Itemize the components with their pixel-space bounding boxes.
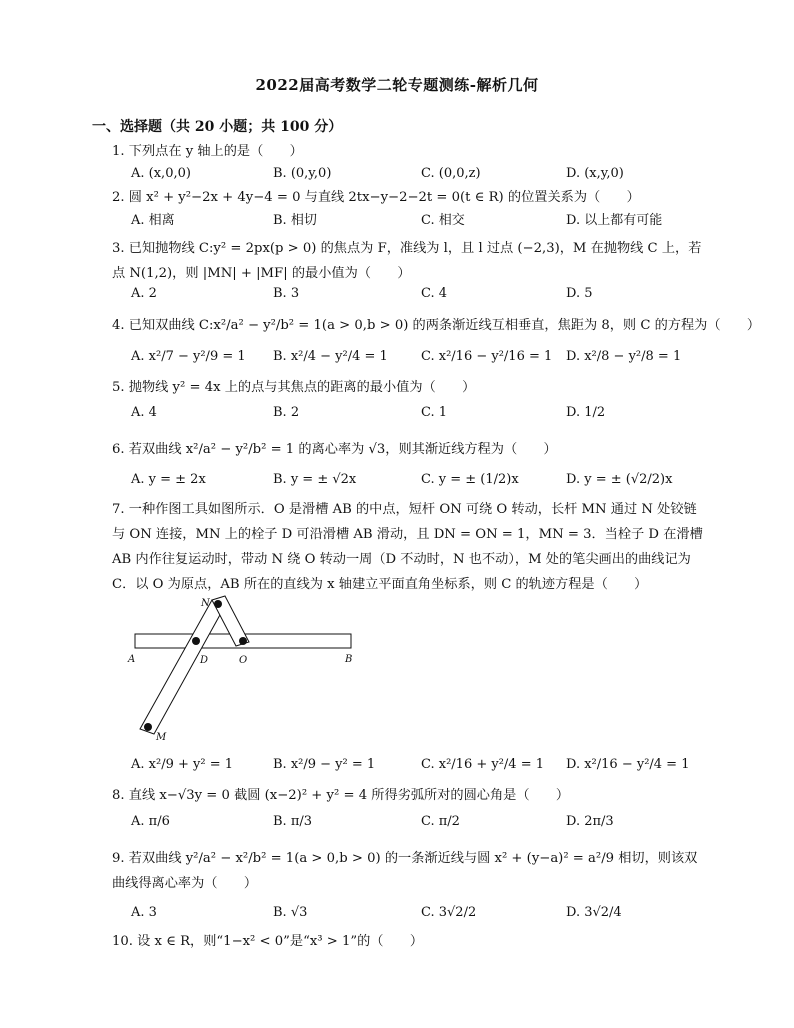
label-b: B xyxy=(345,654,353,665)
q1-option-c: C. (0,0,z) xyxy=(421,166,481,181)
q9-option-d: D. 3√2/4 xyxy=(566,905,622,920)
q4-option-a: A. x²/7 − y²/9 = 1 xyxy=(131,349,246,364)
q7-option-d: D. x²/16 − y²/4 = 1 xyxy=(566,757,690,772)
q4-option-b: B. x²/4 − y²/4 = 1 xyxy=(273,349,388,364)
q4-option-c: C. x²/16 − y²/16 = 1 xyxy=(421,349,553,364)
q6-option-c: C. y = ± (1/2)x xyxy=(421,472,519,487)
q5-option-b: B. 2 xyxy=(273,405,300,420)
q8-option-b: B. π/3 xyxy=(273,814,313,829)
label-n: N xyxy=(201,598,210,609)
q2-option-c: C. 相交 xyxy=(421,213,465,228)
q9-option-a: A. 3 xyxy=(131,905,157,920)
pin-m xyxy=(144,723,152,731)
question-3-stem: 3. 已知抛物线 C:y² = 2px(p > 0) 的焦点为 F，准线为 l，且 l 过点 (−2,3)，M 在抛物线 C 上，若点 N(1,2)，则 |MN| + |MF| 的最小值为（ ） xyxy=(112,241,702,281)
q2-option-b: B. 相切 xyxy=(273,213,317,228)
q1-option-b: B. (0,y,0) xyxy=(273,166,332,181)
q2-option-d: D. 以上都有可能 xyxy=(566,213,663,228)
question-4-stem: 4. 已知双曲线 C:x²/a² − y²/b² = 1(a > 0,b > 0) 的两条渐近线互相垂直，焦距为 8，则 C 的方程为（ ） xyxy=(112,318,761,333)
label-d: D xyxy=(200,655,209,666)
q8-option-d: D. 2π/3 xyxy=(566,814,614,829)
page-title: 2022届高考数学二轮专题测练-解析几何 xyxy=(255,76,539,94)
section-heading: 一、选择题（共 20 小题；共 100 分） xyxy=(92,119,343,135)
q4-option-d: D. x²/8 − y²/8 = 1 xyxy=(566,349,682,364)
question-9-stem: 9. 若双曲线 y²/a² − x²/b² = 1(a > 0,b > 0) 的一条渐近线与圆 x² + (y−a)² = a²/9 相切，则该双曲线得离心率为（ ） xyxy=(112,851,698,891)
q9-option-b: B. √3 xyxy=(273,905,308,920)
question-5-stem: 5. 抛物线 y² = 4x 上的点与其焦点的距离的最小值为（ ） xyxy=(112,380,476,395)
question-1-stem: 1. 下列点在 y 轴上的是（ ） xyxy=(112,144,303,159)
q5-option-c: C. 1 xyxy=(421,405,448,420)
q9-option-c: C. 3√2/2 xyxy=(421,905,477,920)
question-2-stem: 2. 圆 x² + y²−2x + 4y−4 = 0 与直线 2tx−y−2−2t = 0(t ∈ R) 的位置关系为（ ） xyxy=(112,190,640,205)
label-m: M xyxy=(156,732,167,743)
q3-option-b: B. 3 xyxy=(273,286,300,301)
question-8-stem: 8. 直线 x−√3y = 0 截圆 (x−2)² + y² = 4 所得劣弧所对的圆心角是（ ） xyxy=(112,788,570,803)
q1-option-a: A. (x,0,0) xyxy=(131,166,191,181)
q7-option-a: A. x²/9 + y² = 1 xyxy=(131,757,233,772)
q5-option-d: D. 1/2 xyxy=(566,405,606,420)
q6-option-a: A. y = ± 2x xyxy=(131,472,206,487)
label-o: O xyxy=(239,655,248,666)
q7-option-b: B. x²/9 − y² = 1 xyxy=(273,757,376,772)
q3-option-c: C. 4 xyxy=(421,286,448,301)
q1-option-d: D. (x,y,0) xyxy=(566,166,624,181)
q7-option-c: C. x²/16 + y²/4 = 1 xyxy=(421,757,545,772)
q3-option-d: D. 5 xyxy=(566,286,593,301)
pin-o xyxy=(239,637,247,645)
q2-option-a: A. 相离 xyxy=(131,213,175,228)
question-6-stem: 6. 若双曲线 x²/a² − y²/b² = 1 的离心率为 √3，则其渐近线方程为（ ） xyxy=(112,442,557,457)
q8-option-a: A. π/6 xyxy=(131,814,170,829)
q6-option-b: B. y = ± √2x xyxy=(273,472,357,487)
question-10-stem: 10. 设 x ∈ R，则“1−x² < 0”是“x³ > 1”的（ ） xyxy=(112,934,424,949)
label-a: A xyxy=(128,654,136,665)
q5-option-a: A. 4 xyxy=(131,405,157,420)
question-7-stem: 7. 一种作图工具如图所示．O 是滑槽 AB 的中点，短杆 ON 可绕 O 转动，长杆 MN 通过 N 处铰链与 ON 连接，MN 上的栓子 D 可沿滑槽 AB 滑动，且 DN = ON = 1，MN = 3．当栓子 D 在滑槽 AB 内作往复运动时，带动 N 绕 O 转动一周（D 不动时，N 也不动），M 处的笔尖画出的曲线记为 C．以 O 为原点，AB 所在的直线为 x 轴建立平面直角坐标系，则 C 的轨迹方程是（ ） xyxy=(112,502,703,592)
sliding-mechanism-figure xyxy=(125,594,365,744)
q3-option-a: A. 2 xyxy=(131,286,157,301)
rod-mn xyxy=(140,600,226,734)
pin-d xyxy=(192,637,200,645)
q8-option-c: C. π/2 xyxy=(421,814,460,829)
pin-n xyxy=(214,600,222,608)
q6-option-d: D. y = ± (√2/2)x xyxy=(566,472,673,487)
